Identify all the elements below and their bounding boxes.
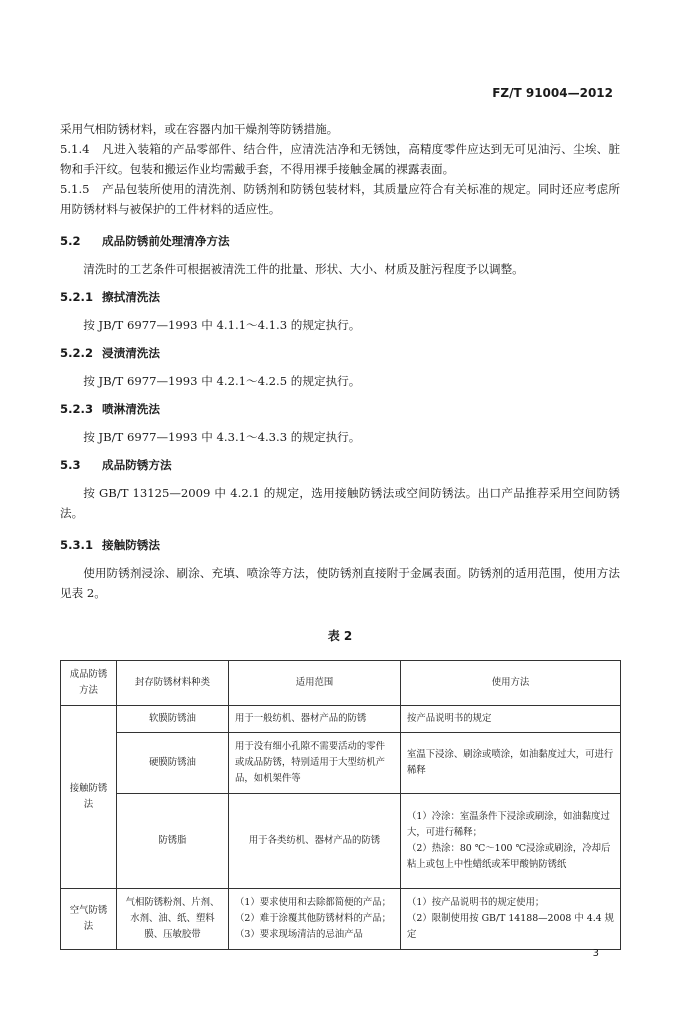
section-heading-5-3: [60, 455, 620, 475]
clause-number: 5.1.4: [60, 142, 90, 156]
section-title: 浸渍清洗法: [102, 346, 160, 360]
usage-line: （1）按产品说明书的规定使用；: [407, 897, 545, 908]
cell-material: 防锈脂: [117, 794, 229, 889]
table-row: [61, 889, 621, 950]
section-title: 接触防锈法: [102, 538, 160, 552]
paragraph-5-2-2: 按 JB/T 6977—1993 中 4.2.1～4.2.5 的规定执行。: [83, 374, 361, 388]
cell-material: 软膜防锈油: [117, 706, 229, 733]
cell-scope: 用于一般纺机、器材产品的防锈: [229, 706, 401, 733]
cell-usage: 按产品说明书的规定: [401, 706, 621, 733]
standard-number: FZ/T 91004—2012: [492, 86, 613, 100]
section-heading-5-2-3: [60, 399, 620, 419]
paragraph-continuation: 采用气相防锈材料，或在容器内加干燥剂等防锈措施。: [60, 122, 339, 136]
scope-line: （2）难于涂覆其他防锈材料的产品；: [235, 913, 391, 924]
section-heading-5-2-2: [60, 343, 620, 363]
paragraph-5-3-1: 使用防锈剂浸涂、刷涂、充填、喷涂等方法，使防锈剂直接附于金属表面。防锈剂的适用范围，使用方法见表 2。: [60, 566, 620, 600]
section-heading-5-2: [60, 231, 620, 251]
document-body: [60, 119, 620, 950]
scope-line: （1）要求使用和去除都简便的产品；: [235, 897, 391, 908]
rust-prevention-table: [60, 660, 621, 950]
page-number: 3: [592, 948, 599, 959]
cell-scope: 用于各类纺机、器材产品的防锈: [229, 794, 401, 889]
clause-5-1-5: [60, 179, 620, 219]
section-number: 5.2.2: [60, 346, 94, 360]
section-title: 成品防锈方法: [102, 458, 172, 472]
paragraph-5-2-1: 按 JB/T 6977—1993 中 4.1.1～4.1.3 的规定执行。: [83, 318, 361, 332]
cell-method-space: 空气防锈法: [61, 889, 117, 950]
cell-scope: 用于没有细小孔隙不需要活动的零件或成品防锈，特别适用于大型纺机产品，如机架件等: [229, 733, 401, 794]
paragraph-5-2: 清洗时的工艺条件可根据被清洗工件的批量、形状、大小、材质及脏污程度予以调整。: [83, 262, 524, 276]
cell-scope: [229, 889, 401, 950]
scope-line: （3）要求现场清洁的忌油产品: [235, 929, 363, 940]
clause-number: 5.1.5: [60, 182, 90, 196]
section-number: 5.2.1: [60, 290, 94, 304]
cell-material: 硬膜防锈油: [117, 733, 229, 794]
section-heading-5-3-1: [60, 535, 620, 555]
section-title: 成品防锈前处理清净方法: [102, 234, 230, 248]
usage-line: （2）限制使用按 GB/T 14188—2008 中 4.4 规定: [407, 913, 614, 940]
clause-text: 产品包装所使用的清洗剂、防锈剂和防锈包装材料，其质量应符合有关标准的规定。同时还应考虑所用防锈材料与被保护的工件材料的适应性。: [60, 182, 620, 216]
paragraph-5-3: 按 GB/T 13125—2009 中 4.2.1 的规定，选用接触防锈法或空间防锈法。出口产品推荐采用空间防锈法。: [60, 486, 620, 520]
table-row: [61, 733, 621, 794]
table-header-row: [61, 661, 621, 706]
cell-material: 气相防锈粉剂、片剂、水剂、油、纸、塑料膜、压敏胶带: [117, 889, 229, 950]
section-number: 5.2: [60, 234, 81, 248]
header-scope: 适用范围: [229, 661, 401, 706]
table-row: [61, 706, 621, 733]
section-title: 喷淋清洗法: [102, 402, 160, 416]
section-title: 擦拭清洗法: [102, 290, 160, 304]
header-usage: 使用方法: [401, 661, 621, 706]
table-row: [61, 794, 621, 889]
usage-line: （1）冷涂：室温条件下浸涂或刷涂，如油黏度过大，可进行稀释；: [407, 811, 610, 838]
header-method: 成品防锈方法: [61, 661, 117, 706]
section-number: 5.3.1: [60, 538, 94, 552]
usage-line: （2）热涂：80 ℃～100 ℃浸涂或刷涂，冷却后粘上或包上中性蜡纸或苯甲酸钠防锈纸: [407, 843, 611, 870]
section-number: 5.2.3: [60, 402, 94, 416]
table-caption: 表 2: [327, 629, 353, 643]
paragraph-5-2-3: 按 JB/T 6977—1993 中 4.3.1～4.3.3 的规定执行。: [83, 430, 361, 444]
clause-text: 凡进入装箱的产品零部件、结合件，应清洗洁净和无锈蚀，高精度零件应达到无可见油污、尘埃、脏物和手汗纹。包装和搬运作业均需戴手套，不得用裸手接触金属的裸露表面。: [60, 142, 620, 176]
cell-method-contact: 接触防锈法: [61, 706, 117, 889]
cell-usage: [401, 794, 621, 889]
cell-usage: [401, 889, 621, 950]
cell-usage: 室温下浸涂、刷涂或喷涂，如油黏度过大，可进行稀释: [401, 733, 621, 794]
clause-5-1-4: [60, 139, 620, 179]
section-heading-5-2-1: [60, 287, 620, 307]
section-number: 5.3: [60, 458, 81, 472]
header-material: 封存防锈材料种类: [117, 661, 229, 706]
